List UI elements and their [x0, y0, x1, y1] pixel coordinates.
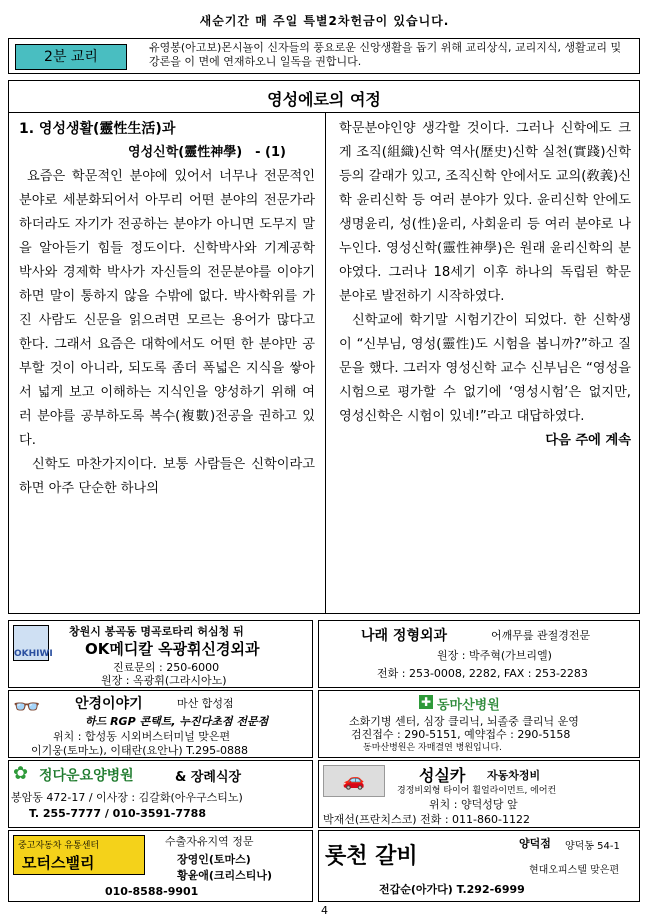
- series-description: 유영봉(아고보)몬시뇰이 신자들의 풍요로운 신앙생활을 돕기 위해 교리상식, 교리지식, 생활교리 및 강론을 이 면에 연재하오니 일독을 권합니다.: [149, 41, 622, 68]
- ad-glasses: [8, 690, 313, 758]
- ad6-line4: 박재선(프란치스코) 전화 : 011-860-1122: [323, 813, 530, 826]
- ad6-sub: 자동차정비: [487, 769, 541, 782]
- ad7-name: 모터스밸리: [22, 854, 95, 872]
- continued-note: 다음 주에 계속: [545, 433, 631, 448]
- ad8-line3: 전갑순(아가다) T.292-6999: [379, 883, 525, 896]
- ad5-name2: & 장례식장: [175, 770, 242, 785]
- ad3-line4: 이기웅(토마노), 이태란(요안나) T.295-0888: [31, 744, 249, 757]
- ad3-name: 안경이야기: [75, 696, 143, 712]
- ad-jeongdaun: [8, 760, 313, 828]
- motorsvalley-logo: [13, 835, 145, 875]
- ad4-line4: 동마산병원은 자매결연 병원입니다.: [363, 743, 502, 753]
- car-icon: 🚗: [323, 765, 385, 797]
- right-column: [339, 117, 631, 453]
- ad5-line2: 봉암동 472-17 / 이사장 : 김갈화(아우구스티노): [11, 791, 243, 804]
- ad1-line3: 진료문의 : 250-6000: [113, 661, 220, 674]
- series-tag: 2분 교리: [15, 44, 127, 70]
- ad7-phone: 010-8588-9901: [105, 885, 199, 898]
- page-number: 4: [321, 904, 328, 917]
- ad6-line3: 위치 : 양덕성당 앞: [429, 798, 518, 811]
- ad2-name: 나래 정형외과: [361, 628, 448, 644]
- series-banner: [8, 38, 640, 74]
- ad3-branch: 마산 합성점: [177, 697, 234, 710]
- ad-galbi: [318, 830, 640, 902]
- paragraph: 신학교에 학기말 시험기간이 되었다. 한 신학생이 “신부님, 영성(靈性)도 시험을 봅니까?”하고 질문을 했다. 그러자 영성신학 교수 신부님은 “영성을 시험으로 평가할 수 없기에 ‘영성시험’은 없지만, 영성신학은 시험이 있네!”라고 대답하였다.: [339, 313, 631, 424]
- paragraph: 요즘은 학문적인 분야에 있어서 너무나 전문적인 분야로 세분화되어서 아무리 어떤 분야의 전문가라 하더라도 자기가 전공하는 분야가 아니면 도무지 말을 알아듣기 힘들 정도이다. 신학박사와 기계공학 박사와 경제학 박사가 자신들의 전문분야를 이야기 하면 말이 통하지 않을 수밖에 없다. 박사학위를 가진 사람도 신문을 읽으려면 모르는 용어가 많다고 한다. 그래서 요즘은 대학에서도 어떤 한 분야만 공부할 것이 아니라, 되도록 좀더 폭넓은 지식을 쌓아서 넓게 보고 이해하는 지식인을 양성하기 위해 여러 분야를 공부하도록 복수(複數)전공을 권하고 있다.: [19, 169, 315, 448]
- ad1-line4: 원장 : 옥광휘(그라시아노): [101, 674, 227, 687]
- flower-icon: ✿: [13, 763, 29, 784]
- ad-seongsilka: [318, 760, 640, 828]
- paragraph: 신학도 마찬가지이다. 보통 사람들은 신학이라고 하면 아주 단순한 하나의: [19, 457, 315, 496]
- article-heading-2: 영성신학(靈性神學) - (1): [128, 145, 286, 160]
- cross-icon: ✚: [420, 695, 432, 709]
- ad-motorsvalley: [8, 830, 313, 902]
- glasses-icon: 👓: [13, 695, 41, 720]
- ad7-line2: 장영인(토마스): [177, 853, 251, 866]
- ad8-addr: 양덕동 54-1: [565, 841, 620, 852]
- ad2-line2: 원장 : 박주혁(가브리엘): [437, 649, 552, 662]
- article-heading-1: 1. 영성생활(靈性生活)과: [19, 121, 176, 137]
- ad4-name: 동마산병원: [437, 698, 500, 713]
- okhiwi-logo: OKHIWI: [13, 625, 49, 661]
- ad-okmedical: [8, 620, 313, 688]
- ad6-name: 성실카: [419, 766, 466, 785]
- article-title: 영성에로의 여정: [267, 90, 381, 109]
- column-divider: [325, 113, 326, 613]
- ad-narae: [318, 620, 640, 688]
- ad8-place: 양덕점: [519, 837, 551, 850]
- ad1-line1: 창원시 봉곡동 명곡로타리 허심청 뒤: [69, 625, 244, 638]
- ad-dongmasan: [318, 690, 640, 758]
- ad1-name: OK메디칼 옥광휘신경외과: [85, 640, 260, 658]
- ad3-line3: 위치 : 합성동 시외버스터미널 맞은편: [53, 730, 231, 743]
- ad2-line3: 전화 : 253-0008, 2282, FAX : 253-2283: [377, 667, 588, 680]
- ad5-line3: T. 255-7777 / 010-3591-7788: [29, 807, 206, 820]
- ad7-line1: 수출자유지역 정문: [165, 835, 254, 848]
- ad2-sub: 어깨무릎 관절경전문: [491, 629, 591, 642]
- ad7-line3: 황윤애(크리스티나): [177, 869, 273, 882]
- left-column: [19, 117, 315, 501]
- ad6-line2: 경정비외형 타이어 휠얼라이먼트, 에어컨: [397, 786, 557, 796]
- ad8-name: 롯천 갈비: [325, 844, 418, 869]
- article-title-box: [8, 80, 640, 113]
- ad5-name: 정다운요양병원: [39, 768, 134, 784]
- ad4-line2: 소화기병 센터, 심장 클리닉, 뇌졸중 클리닉 운영: [349, 715, 579, 728]
- ad8-line2: 현대오피스텔 맞은편: [529, 865, 620, 876]
- ad3-line2: 하드 RGP 콘택트, 누진다초점 전문점: [85, 715, 269, 728]
- article-body: [8, 112, 640, 614]
- ad4-line3: 검진접수 : 290-5151, 예약접수 : 290-5158: [351, 728, 571, 741]
- top-notice: 새순기간 매 주일 특별2차헌금이 있습니다.: [199, 14, 450, 28]
- ad7-header: 중고자동차 유통센터: [18, 841, 100, 851]
- paragraph: 학문분야인양 생각할 것이다. 그러나 신학에도 크게 조직(組織)신학 역사(歷史)신학 실천(實踐)신학 등의 갈래가 있고, 조직신학 안에서도 교의(敎義)신학 윤리신학 등 여러 분야가 있다. 윤리신학 안에도 생명윤리, 성(性)윤리, 사회윤리 등 여러 분야로 나누인다. 영성신학(靈性神學)은 원래 윤리신학의 분야였다. 그러나 18세기 이후 하나의 독립된 학문 분야로 발전하기 시작하였다.: [339, 121, 631, 304]
